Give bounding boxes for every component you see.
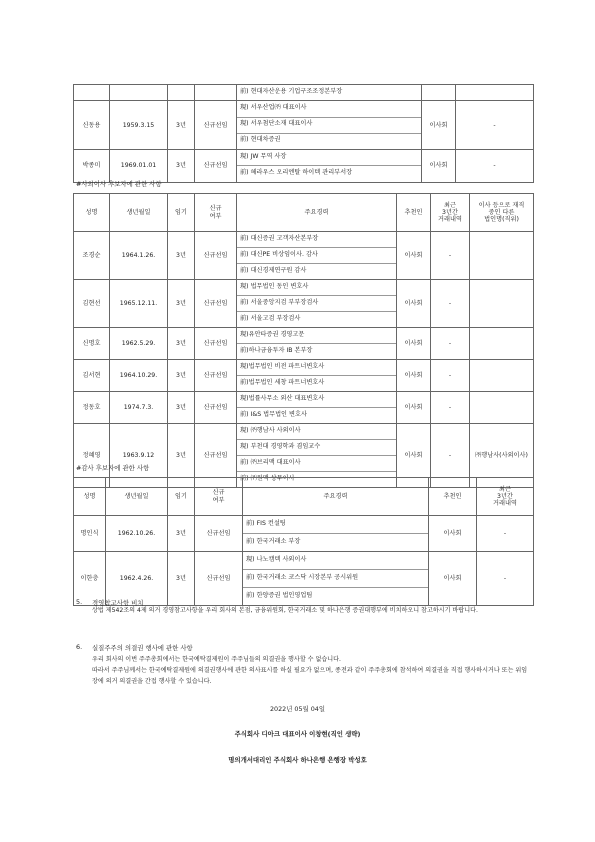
career-line: 前) 현대차증권: [240, 136, 281, 144]
recommender-cell: 이사회: [397, 392, 431, 424]
table-row: [74, 85, 534, 101]
recent-cell: -: [431, 424, 470, 488]
recent-cell: -: [431, 328, 470, 360]
career-line: 前)하나금융투자 IB 본부장: [240, 346, 313, 354]
career-line: 前) I&S 법무법인 변호사: [240, 410, 307, 418]
term-cell: 3년: [168, 424, 195, 488]
recent-cell: -: [431, 280, 470, 328]
auditor-caption: #감사 후보자에 관한 사항: [76, 464, 150, 472]
career-cell: [237, 232, 397, 280]
recent-cell: -: [431, 232, 470, 280]
name-cell: 정동호: [74, 392, 110, 424]
relation-cell: [470, 392, 534, 424]
name-cell: [74, 85, 110, 101]
transfer-agent: 명의개서대리인 주식회사 하나은행 은행장 박성호: [228, 756, 367, 764]
term-cell: 3년: [168, 101, 195, 150]
header-row: [74, 194, 534, 232]
career-line: 現) 나노캠텍 사외이사: [243, 552, 428, 570]
name-cell: 명인식: [74, 516, 106, 552]
type-cell: 신규선임: [195, 101, 237, 150]
career-cell: [243, 552, 429, 606]
term-cell: 3년: [168, 232, 195, 280]
section5-title: 경영참고사항 비치: [92, 599, 144, 607]
header-birth: 생년월일: [110, 194, 168, 232]
term-cell: 3년: [168, 516, 195, 552]
name-cell: 신동용: [74, 101, 110, 150]
table-row: [74, 516, 534, 552]
section5-body: 상법 제542조의 4제 의거 경영참고사항을 우리 회사의 본점, 금융위원회, 한국거래소 및 하나은행 증권대행부에 비치하오니 참고하시기 바랍니다.: [92, 607, 478, 614]
type-cell: 신규선임: [195, 360, 237, 392]
birth-cell: 1962.5.29.: [110, 328, 168, 360]
type-cell: 신규선임: [195, 150, 237, 183]
term-cell: 3년: [168, 280, 195, 328]
career-line: 前) FIS 컨설팅: [243, 516, 428, 534]
relation-cell: [470, 280, 534, 328]
section6-number: 6.: [76, 643, 83, 651]
table-row: [74, 101, 534, 150]
type-cell: 신규선임: [195, 328, 237, 360]
header-recommender: 추천인: [429, 478, 477, 516]
name-cell: 박종미: [74, 150, 110, 183]
header-recent: 최근 3년간 거래내역: [477, 478, 534, 516]
career-cell: [237, 280, 397, 328]
table-row: [74, 232, 534, 280]
career-line: 前) 서울중앙지검 부부장검사: [237, 296, 396, 312]
career-line: 前) 현대자산운용 기업구조조정본부장: [240, 87, 343, 95]
recommender-cell: 이사회: [422, 101, 456, 150]
recommender-cell: [422, 85, 456, 101]
name-cell: 김서현: [74, 360, 110, 392]
birth-cell: 1962.10.26.: [106, 516, 168, 552]
recent-cell: -: [477, 516, 534, 552]
career-line: 現) JW 무역 사장: [237, 150, 421, 166]
company-signature: 주식회사 디아크 대표이사 이창현(직인 생략): [234, 730, 361, 738]
outside-director-caption: #사외이사 후보자에 관한 사항: [76, 180, 162, 188]
career-line: 前) ㈜브리맥 대표이사: [237, 456, 396, 472]
section6-body2: 따라서 주주님께서는 한국예탁결제원에 의결권행사에 관한 의사표시를 하실 필요가 없으며, 종전과 같이 주주총회에 참석하여 의결권을 직접 행사하시거나 또는 위임장에 의거 의결권을 간접 행사할 수 있습니다.: [92, 667, 528, 685]
career-line: 前) 헤라우스 오리엔탈 하이텍 관리부서장: [240, 168, 353, 176]
recommender-cell: 이사회: [397, 280, 431, 328]
header-name: 성명: [74, 194, 110, 232]
career-line: 現)법무법인 비전 파트너변호사: [237, 360, 396, 376]
birth-cell: 1965.12.11.: [110, 280, 168, 328]
recent-cell: -: [477, 552, 534, 606]
career-cell: [243, 516, 429, 552]
table-row: [74, 392, 534, 424]
career-cell: [237, 85, 422, 101]
section6-body1: 우리 회사의 이번 주주총회에서는 한국예탁결제원이 주주님들의 의결권을 행사할 수 없습니다.: [92, 656, 341, 663]
name-cell: 조경순: [74, 232, 110, 280]
career-line: 現) 서우첨단소재 대표이사: [237, 118, 421, 134]
career-line: 前) 대신증권 고객자산본부장: [237, 232, 396, 248]
birth-cell: 1964.1.26.: [110, 232, 168, 280]
type-cell: 신규선임: [195, 280, 237, 328]
header-term: 임기: [168, 478, 195, 516]
header-birth: 생년월일: [106, 478, 168, 516]
header-relation: 이사 등으로 재직 중인 다른 법인명(직위): [470, 194, 534, 232]
recommender-cell: 이사회: [397, 328, 431, 360]
career-line: 現)법률사무소 외산 대표변호사: [237, 392, 396, 408]
type-cell: 신규선임: [195, 552, 243, 606]
career-line: 現) 서우산업㈜ 대표이사: [237, 101, 421, 117]
relation-cell: [470, 328, 534, 360]
recent-cell: -: [431, 360, 470, 392]
table-row: [74, 328, 534, 360]
career-cell: [237, 101, 422, 150]
header-career: 주요경력: [243, 478, 429, 516]
header-type: 신규 여부: [195, 478, 243, 516]
recent-cell: -: [456, 150, 534, 183]
term-cell: 3년: [168, 328, 195, 360]
term-cell: [168, 85, 195, 101]
name-cell: 김현선: [74, 280, 110, 328]
career-line: 前) 한양증권 법인영업팀: [246, 591, 313, 599]
career-line: 前)법무법인 세창 파트너변호사: [240, 378, 325, 386]
birth-cell: 1969.01.01: [110, 150, 168, 183]
type-cell: 신규선임: [195, 392, 237, 424]
outside-director-table: [73, 193, 534, 488]
recommender-cell: 이사회: [429, 516, 477, 552]
career-line: 前) ㈜원맥 상무이사: [240, 474, 295, 482]
birth-cell: 1962.4.26.: [106, 552, 168, 606]
header-career: 주요경력: [237, 194, 397, 232]
recommender-cell: 이사회: [429, 552, 477, 606]
birth-cell: [110, 85, 168, 101]
birth-cell: 1963.9.12: [110, 424, 168, 488]
type-cell: [195, 85, 237, 101]
career-line: 前) 서울고검 부장검사: [240, 314, 301, 322]
table-row: [74, 280, 534, 328]
recommender-cell: 이사회: [397, 424, 431, 488]
name-cell: 정혜영: [74, 424, 110, 488]
header-term: 임기: [168, 194, 195, 232]
career-line: 前) 한국거래소 부장: [246, 537, 301, 545]
header-recent: 최근 3년간 거래내역: [431, 194, 470, 232]
notice-date: 2022년 05월 04일: [269, 705, 326, 713]
career-line: 前) 한국거래소 코스닥 시장본부 공시위원: [243, 570, 428, 588]
career-line: 前) 대신경제연구원 감사: [240, 266, 307, 274]
recommender-cell: 이사회: [397, 360, 431, 392]
header-type: 신규 여부: [195, 194, 237, 232]
header-name: 성명: [74, 478, 106, 516]
recent-cell: -: [456, 101, 534, 150]
top-candidate-table: [73, 84, 534, 183]
recommender-cell: 이사회: [397, 232, 431, 280]
career-cell: [237, 150, 422, 183]
relation-cell: [470, 232, 534, 280]
relation-cell: [470, 360, 534, 392]
name-cell: 신명호: [74, 328, 110, 360]
header-recommender: 추천인: [397, 194, 431, 232]
section5-number: 5.: [76, 598, 83, 606]
career-line: 現) 법무법인 동인 변호사: [237, 280, 396, 296]
type-cell: 신규선임: [195, 232, 237, 280]
birth-cell: 1964.10.29.: [110, 360, 168, 392]
term-cell: 3년: [168, 360, 195, 392]
type-cell: 신규선임: [195, 516, 243, 552]
career-line: 現) 부천대 경영학과 겸임교수: [237, 440, 396, 456]
header-row: [74, 478, 534, 516]
type-cell: 신규선임: [195, 424, 237, 488]
birth-cell: 1959.3.15: [110, 101, 168, 150]
table-row: [74, 360, 534, 392]
recent-cell: [456, 85, 534, 101]
relation-cell: ㈜행남사(사외이사): [470, 424, 534, 488]
recent-cell: -: [431, 392, 470, 424]
term-cell: 3년: [168, 552, 195, 606]
table-row: [74, 150, 534, 183]
career-cell: [237, 392, 397, 424]
name-cell: 이한충: [74, 552, 106, 606]
career-line: 現) ㈜행남사 사외이사: [237, 424, 396, 440]
career-line: 現)유안타증권 경영고문: [237, 328, 396, 344]
career-cell: [237, 328, 397, 360]
career-cell: [237, 360, 397, 392]
recommender-cell: 이사회: [422, 150, 456, 183]
career-line: 前) 대신PE 비상임이사. 감사: [237, 248, 396, 264]
birth-cell: 1974.7.3.: [110, 392, 168, 424]
section6-title: 실질주주의 의결권 행사에 관한 사항: [92, 644, 193, 652]
auditor-table: [73, 477, 534, 606]
term-cell: 3년: [168, 392, 195, 424]
term-cell: 3년: [168, 150, 195, 183]
